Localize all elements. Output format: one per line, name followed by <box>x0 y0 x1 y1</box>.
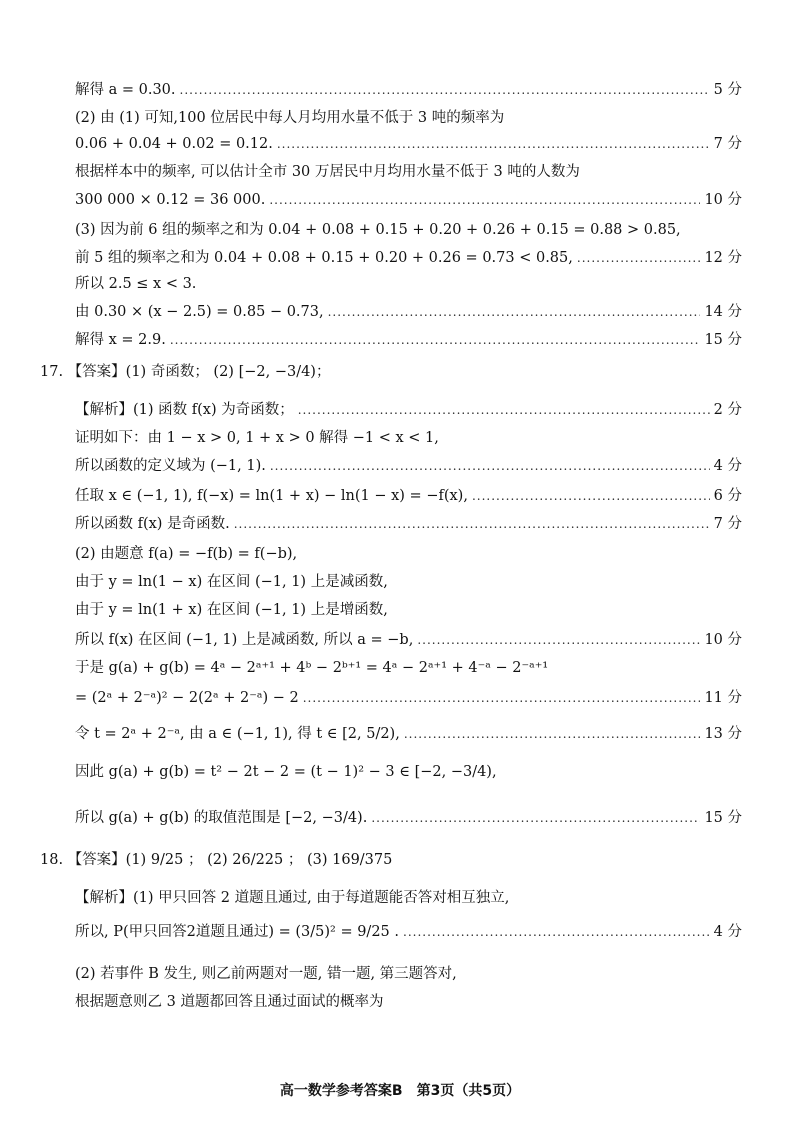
answer-line <box>40 360 742 384</box>
line-text: 任取 x ∈ (−1, 1), f(−x) = ln(1 + x) − ln(1 − x) = −f(x), <box>75 488 468 504</box>
score-label: 7 分 <box>713 516 742 532</box>
answer-line <box>75 990 742 1014</box>
line-text: 300 000 × 0.12 = 36 000. <box>75 192 266 208</box>
line-text: 所以 2.5 ≤ x < 3. <box>75 276 197 292</box>
line-text: (2) 若事件 B 发生, 则乙前两题对一题, 错一题, 第三题答对, <box>75 966 457 982</box>
answer-line <box>75 218 742 242</box>
score-label: 14 分 <box>704 304 742 320</box>
answer-line <box>75 246 742 270</box>
score-label: 10 分 <box>704 192 742 208</box>
line-text: 由于 y = ln(1 + x) 在区间 (−1, 1) 上是增函数, <box>75 602 388 618</box>
answer-line <box>75 806 742 830</box>
line-text: 18. 【答案】(1) 9/25 ； (2) 26/225 ； (3) 169/375 <box>40 852 393 868</box>
answer-line <box>75 628 742 652</box>
score-label: 13 分 <box>704 726 742 742</box>
line-text: = (2ᵃ + 2⁻ᵃ)² − 2(2ᵃ + 2⁻ᵃ) − 2 <box>75 690 299 706</box>
line-text: 【解析】(1) 甲只回答 2 道题且通过, 由于每道题能否答对相互独立, <box>75 890 510 906</box>
answer-line <box>75 598 742 622</box>
answer-line <box>75 78 742 102</box>
answer-line <box>75 106 742 130</box>
leader-dots <box>371 806 700 830</box>
line-text: 所以函数的定义域为 (−1, 1). <box>75 458 266 474</box>
line-text: (3) 因为前 6 组的频率之和为 0.04 + 0.08 + 0.15 + 0.20 + 0.26 + 0.15 = 0.88 > 0.85, <box>75 222 681 238</box>
answer-line <box>75 760 742 784</box>
leader-dots <box>303 686 701 710</box>
answer-line <box>75 886 742 910</box>
line-text: (2) 由 (1) 可知,100 位居民中每人月均用水量不低于 3 吨的频率为 <box>75 110 505 126</box>
leader-dots <box>472 484 710 508</box>
answer-line <box>75 398 742 422</box>
line-text: 根据样本中的频率, 可以估计全市 30 万居民中月均用水量不低于 3 吨的人数为 <box>75 164 580 180</box>
answer-line <box>75 426 742 450</box>
answer-line <box>75 272 742 296</box>
leader-dots <box>234 512 710 536</box>
leader-dots <box>404 722 701 746</box>
line-text: 【解析】(1) 函数 f(x) 为奇函数； <box>75 402 294 418</box>
score-label: 6 分 <box>713 488 742 504</box>
answer-line <box>75 132 742 156</box>
leader-dots <box>270 454 710 478</box>
line-text: 因此 g(a) + g(b) = t² − 2t − 2 = (t − 1)² − 3 ∈ [−2, −3/4), <box>75 764 497 780</box>
answer-line <box>75 920 742 944</box>
leader-dots <box>269 188 700 212</box>
leader-dots <box>180 78 710 102</box>
line-text: 由于 y = ln(1 − x) 在区间 (−1, 1) 上是减函数, <box>75 574 388 590</box>
answer-line <box>75 160 742 184</box>
line-text: (2) 由题意 f(a) = −f(b) = f(−b), <box>75 546 298 562</box>
answer-line <box>75 656 742 680</box>
page-footer: 高一数学参考答案B 第3页（共5页） <box>279 1083 521 1099</box>
leader-dots <box>577 246 701 270</box>
answer-line <box>40 848 742 872</box>
score-label: 7 分 <box>713 136 742 152</box>
score-label: 11 分 <box>704 690 742 706</box>
line-text: 解得 a = 0.30. <box>75 82 176 98</box>
leader-dots <box>403 920 710 944</box>
score-label: 15 分 <box>704 810 742 826</box>
leader-dots <box>417 628 700 652</box>
answer-line <box>75 722 742 746</box>
leader-dots <box>298 398 710 422</box>
score-label: 15 分 <box>704 332 742 348</box>
answer-line <box>75 512 742 536</box>
line-text: 所以, P(甲只回答2道题且通过) = (3/5)² = 9/25 . <box>75 924 399 940</box>
score-label: 5 分 <box>713 82 742 98</box>
answer-line <box>75 542 742 566</box>
answer-line <box>75 962 742 986</box>
answer-line <box>75 300 742 324</box>
answer-line <box>75 686 742 710</box>
line-text: 所以函数 f(x) 是奇函数. <box>75 516 230 532</box>
leader-dots <box>170 328 701 352</box>
line-text: 解得 x = 2.9. <box>75 332 166 348</box>
answer-line <box>75 484 742 508</box>
line-text: 17. 【答案】(1) 奇函数； (2) [−2, −3/4)； <box>40 364 331 380</box>
answer-line <box>75 454 742 478</box>
line-text: 所以 f(x) 在区间 (−1, 1) 上是减函数, 所以 a = −b, <box>75 632 414 648</box>
score-label: 2 分 <box>713 402 742 418</box>
score-label: 4 分 <box>713 924 742 940</box>
score-label: 4 分 <box>713 458 742 474</box>
line-text: 由 0.30 × (x − 2.5) = 0.85 − 0.73, <box>75 304 324 320</box>
line-text: 于是 g(a) + g(b) = 4ᵃ − 2ᵃ⁺¹ + 4ᵇ − 2ᵇ⁺¹ = 4ᵃ − 2ᵃ⁺¹ + 4⁻ᵃ − 2⁻ᵃ⁺¹ <box>75 660 549 676</box>
answer-line <box>75 188 742 212</box>
line-text: 所以 g(a) + g(b) 的取值范围是 [−2, −3/4). <box>75 810 368 826</box>
leader-dots <box>277 132 710 156</box>
line-text: 令 t = 2ᵃ + 2⁻ᵃ, 由 a ∈ (−1, 1), 得 t ∈ [2, 5/2), <box>75 726 400 742</box>
score-label: 12 分 <box>704 250 742 266</box>
score-label: 10 分 <box>704 632 742 648</box>
line-text: 证明如下：由 1 − x > 0, 1 + x > 0 解得 −1 < x < 1, <box>75 430 439 446</box>
line-text: 根据题意则乙 3 道题都回答且通过面试的概率为 <box>75 994 384 1010</box>
leader-dots <box>328 300 701 324</box>
line-text: 前 5 组的频率之和为 0.04 + 0.08 + 0.15 + 0.20 + 0.26 = 0.73 < 0.85, <box>75 250 573 266</box>
answer-line <box>75 570 742 594</box>
line-text: 0.06 + 0.04 + 0.02 = 0.12. <box>75 136 273 152</box>
answer-line <box>75 328 742 352</box>
